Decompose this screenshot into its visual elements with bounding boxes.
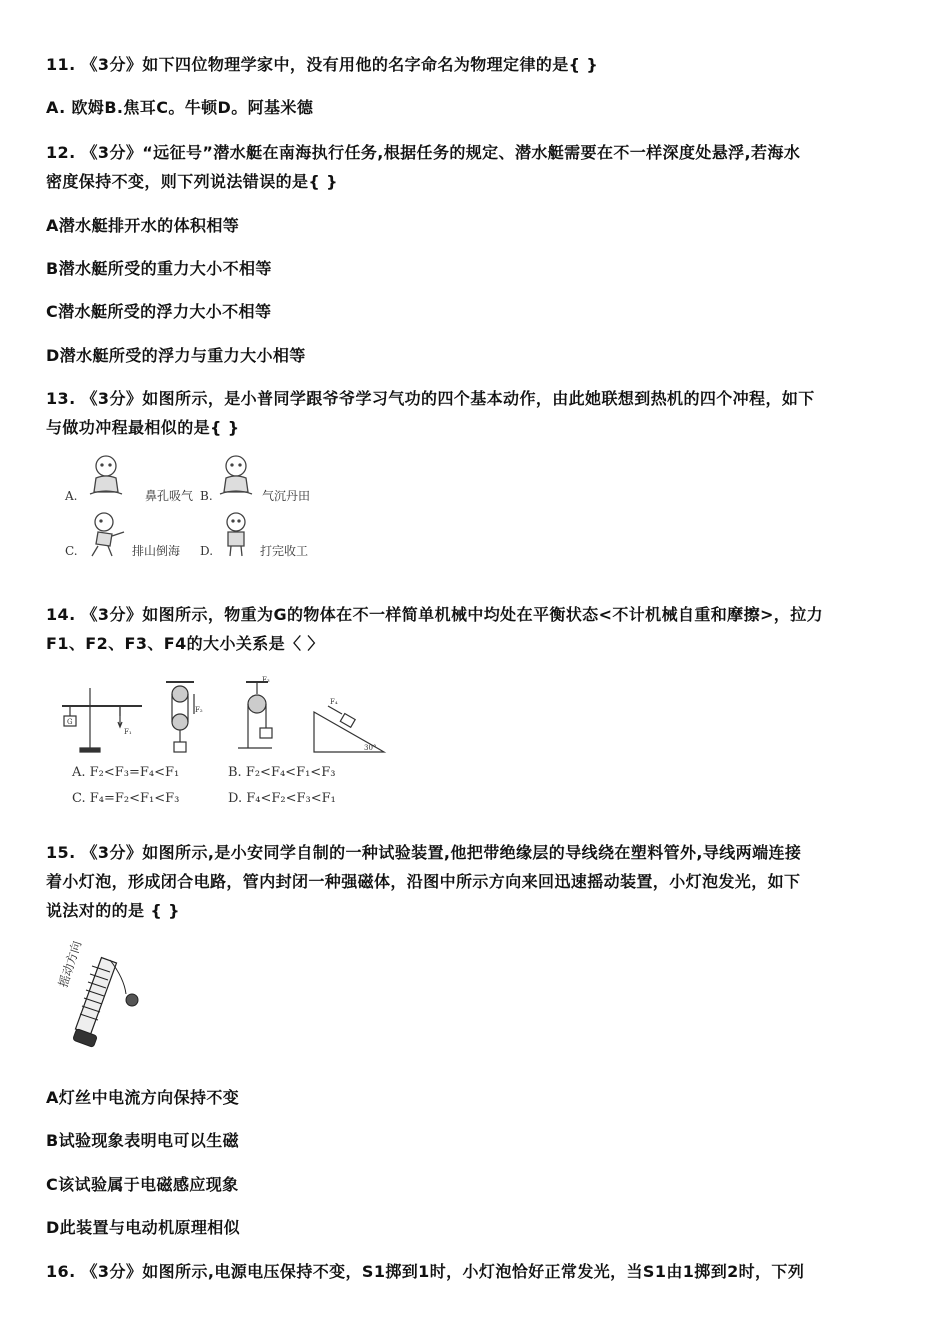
- q13-stem-line2: 与做功冲程最相似的是{ }: [46, 418, 240, 437]
- movable-pulley-diagram: [238, 682, 272, 748]
- q14-option-d: D. F₄<F₂<F₃<F₁: [228, 791, 336, 806]
- q13-fig-d-caption: 打完收工: [260, 544, 309, 558]
- q15-option-b: B试验现象表明电可以生磁: [46, 1131, 239, 1150]
- qigong-person-a-icon: [90, 456, 122, 494]
- q13-fig-c-caption: 排山倒海: [132, 544, 181, 558]
- q15-option-d: D此装置与电动机原理相似: [46, 1218, 241, 1237]
- q12-option-a: A潜水艇排开水的体积相等: [46, 216, 240, 235]
- q14-option-b: B. F₂<F₄<F₁<F₃: [228, 765, 336, 780]
- q14-lever-f1-label: F₁: [124, 728, 132, 736]
- q14-option-c: C. F₄=F₂<F₁<F₃: [72, 791, 180, 806]
- q15-shake-direction-label: 摇动方向: [56, 939, 85, 990]
- coil-tube-diagram: [73, 958, 138, 1048]
- q14-stem-line1: 14. 《3分》如图所示，物重为G的物体在不一样简单机械中均处在平衡状态<不计机械自重和摩擦>，拉力: [46, 605, 823, 624]
- q15-option-c: C该试验属于电磁感应现象: [46, 1175, 239, 1194]
- q13-fig-b-caption: 气沉丹田: [262, 489, 311, 503]
- q13-qigong-figure: [60, 452, 330, 564]
- q15-stem-line3: 说法对的的是 { }: [46, 901, 180, 920]
- q12-option-c: C潜水艇所受的浮力大小不相等: [46, 302, 272, 321]
- q13-stem-line1: 13. 《3分》如图所示，是小普同学跟爷爷学习气功的四个基本动作，由此她联想到热机的四个冲程，如下: [46, 389, 815, 408]
- q13-fig-c-letter: C.: [65, 544, 78, 558]
- q14-pulley-f2-label: F₂: [195, 706, 203, 714]
- q13-fig-d-letter: D.: [200, 544, 214, 558]
- q15-stem-line1: 15. 《3分》如图所示,是小安同学自制的一种试验装置,他把带绝缘层的导线绕在塑料管外,导线两端连接: [46, 843, 802, 862]
- q15-option-a: A灯丝中电流方向保持不变: [46, 1088, 240, 1107]
- q14-incline-angle-label: 30°: [364, 744, 377, 752]
- qigong-person-b-icon: [220, 456, 252, 494]
- q14-lever-g-label: G: [67, 718, 73, 726]
- q11-stem: 11. 《3分》如下四位物理学家中，没有用他的名字命名为物理定律的是{ }: [46, 55, 599, 74]
- qigong-person-c-icon: [92, 513, 124, 556]
- pulley-block-diagram: [166, 682, 194, 752]
- q14-stem-line2: F1、F2、F3、F4的大小关系是〈 〉: [46, 634, 324, 653]
- q14-simple-machines-figure: [52, 672, 392, 810]
- q11-options: A. 欧姆B.焦耳C。牛顿D。阿基米德: [46, 98, 314, 117]
- qigong-person-d-icon: [227, 513, 245, 556]
- q15-coil-device-figure: [52, 938, 162, 1058]
- q12-stem-line2: 密度保持不变，则下列说法错误的是{ }: [46, 172, 338, 191]
- lever-diagram: [62, 688, 142, 752]
- q16-stem-line1: 16. 《3分》如图所示,电源电压保持不变，S1掷到1时，小灯泡恰好正常发光，当S1由1掷到2时，下列: [46, 1262, 805, 1281]
- q14-pulley-f3-label: F₃: [262, 676, 270, 684]
- q12-option-b: B潜水艇所受的重力大小不相等: [46, 259, 272, 278]
- q13-fig-a-caption: 鼻孔吸气: [145, 489, 194, 503]
- q15-stem-line2: 着小灯泡，形成闭合电路，管内封闭一种强磁体，沿图中所示方向来回迅速摇动装置，小灯泡发光，如下: [46, 872, 801, 891]
- q12-stem-line1: 12. 《3分》“远征号”潜水艇在南海执行任务,根据任务的规定、潜水艇需要在不一样深度处悬浮,若海水: [46, 143, 801, 162]
- q13-fig-a-letter: A.: [65, 489, 78, 503]
- q14-incline-f4-label: F₄: [330, 698, 338, 706]
- q12-option-d: D潜水艇所受的浮力与重力大小相等: [46, 346, 306, 365]
- q13-fig-b-letter: B.: [200, 489, 213, 503]
- q14-option-a: A. F₂<F₃=F₄<F₁: [72, 765, 180, 780]
